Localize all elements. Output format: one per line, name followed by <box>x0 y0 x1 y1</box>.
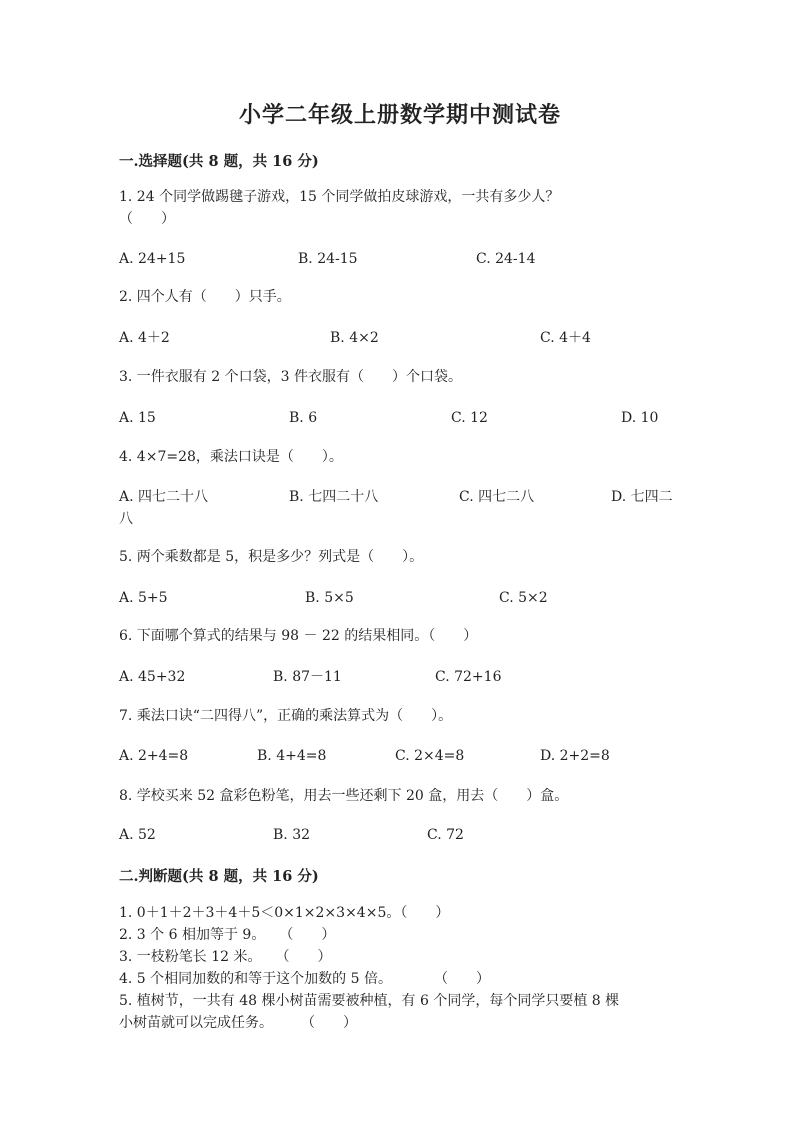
option-c: C. 12 <box>451 410 488 426</box>
option-b: B. 87－11 <box>273 669 342 685</box>
option-d: D. 10 <box>621 410 659 426</box>
judgement-list <box>119 902 689 1034</box>
question-stem: 8. 学校买来 52 盒彩色粉笔，用去一些还剩下 20 盒，用去（ ）盒。 <box>119 788 569 804</box>
option-b: B. 5×5 <box>305 590 354 606</box>
question-stem: 4. 4×7=28，乘法口诀是（ ）。 <box>119 449 343 465</box>
question-5 <box>119 546 689 568</box>
judgement-item-5: 5. 植树节，一共有 48 棵小树苗需要被种植，有 6 个同学，每个同学只要植 8 棵 <box>119 993 620 1009</box>
option-a: A. 45+32 <box>119 669 186 685</box>
option-b: B. 24-15 <box>298 251 358 267</box>
question-7 <box>119 705 689 727</box>
question-8 <box>119 785 689 807</box>
option-d: D. 2+2=8 <box>540 748 610 764</box>
option-a: A. 5+5 <box>119 590 168 606</box>
option-c: C. 24-14 <box>476 251 536 267</box>
page-title: 小学二年级上册数学期中测试卷 <box>238 102 561 128</box>
question-4 <box>119 446 689 468</box>
option-b: B. 32 <box>273 827 311 843</box>
option-b: B. 6 <box>289 410 318 426</box>
question-1 <box>119 186 689 230</box>
option-a: A. 15 <box>119 410 156 426</box>
question-stem: 1. 24 个同学做踢毽子游戏，15 个同学做拍皮球游戏，一共有多少人？ <box>119 189 560 205</box>
option-c: C. 2×4=8 <box>395 748 465 764</box>
judgement-item-3: 3. 一枝粉笔长 12 米。 （ ） <box>119 949 332 965</box>
section-heading-judgement: 二.判断题(共 8 题，共 16 分) <box>119 868 319 885</box>
option-c: C. 4＋4 <box>540 330 591 346</box>
option-c: C. 72 <box>427 827 464 843</box>
option-c: C. 5×2 <box>499 590 548 606</box>
section-heading-choice: 一.选择题(共 8 题，共 16 分) <box>119 153 319 170</box>
question-stem: 6. 下面哪个算式的结果与 98 － 22 的结果相同。（ ） <box>119 628 478 644</box>
question-2 <box>119 286 689 308</box>
option-c: C. 72+16 <box>435 669 502 685</box>
option-a: A. 24+15 <box>119 251 186 267</box>
answer-blank: （ ） <box>119 211 175 227</box>
judgement-item-2: 2. 3 个 6 相加等于 9。 （ ） <box>119 927 336 943</box>
option-a: A. 4＋2 <box>119 330 170 346</box>
question-3 <box>119 366 689 388</box>
question-stem: 7. 乘法口诀“二四得八”，正确的乘法算式为（ ）。 <box>119 708 453 724</box>
option-b: B. 4×2 <box>330 330 379 346</box>
option-a: A. 2+4=8 <box>119 748 189 764</box>
question-6 <box>119 625 689 647</box>
option-d-continuation: 八 <box>119 511 133 527</box>
option-a: A. 52 <box>119 827 156 843</box>
judgement-item-1: 1. 0＋1＋2＋3＋4＋5＜0×1×2×3×4×5。（ ） <box>119 905 450 921</box>
question-stem: 2. 四个人有（ ）只手。 <box>119 289 291 305</box>
option-d: D. 七四二 <box>611 489 673 505</box>
question-stem: 3. 一件衣服有 2 个口袋，3 件衣服有（ ）个口袋。 <box>119 369 462 385</box>
judgement-item-5-continuation: 小树苗就可以完成任务。 （ ） <box>119 1015 357 1031</box>
question-stem: 5. 两个乘数都是 5，积是多少？列式是（ ）。 <box>119 549 424 565</box>
judgement-item-4: 4. 5 个相同加数的和等于这个加数的 5 倍。 （ ） <box>119 971 490 987</box>
option-a: A. 四七二十八 <box>119 489 209 505</box>
option-b: B. 4+4=8 <box>257 748 327 764</box>
option-c: C. 四七二八 <box>459 489 535 505</box>
option-b: B. 七四二十八 <box>289 489 379 505</box>
